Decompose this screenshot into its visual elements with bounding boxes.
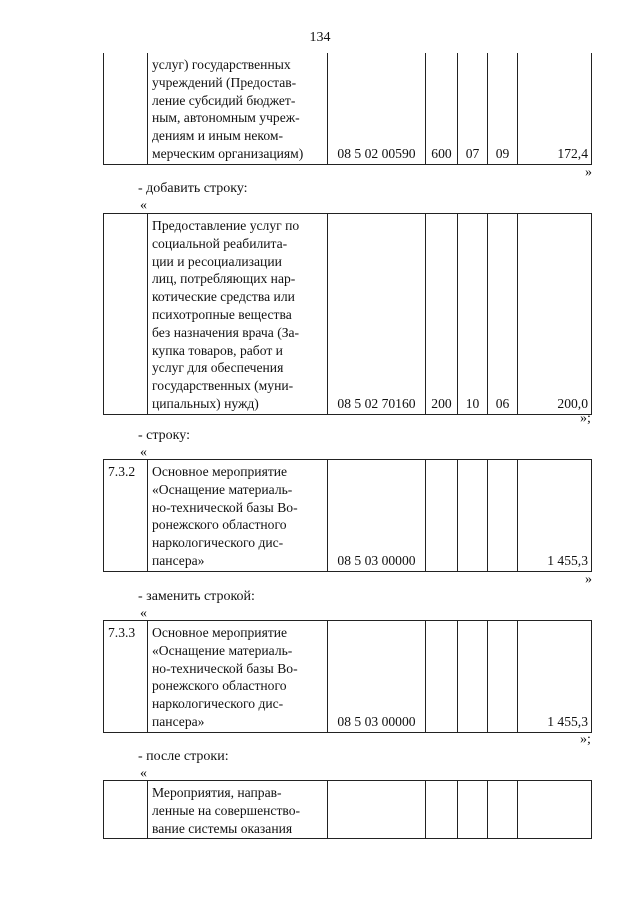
opening-quote: « (140, 766, 147, 781)
row-description: Мероприятия, направ- ленные на совершенство- вание системы оказания (148, 781, 328, 839)
opening-quote: « (140, 606, 147, 621)
row-subsection (488, 621, 518, 733)
row-expense-type (426, 460, 458, 572)
row-amount (518, 781, 592, 839)
row-number (104, 214, 148, 415)
row-number (104, 781, 148, 839)
row-section: 10 (458, 214, 488, 415)
row-code: 08 5 02 00590 (328, 53, 426, 164)
row-number: 7.3.2 (104, 460, 148, 572)
row-subsection: 06 (488, 214, 518, 415)
closing-quote: » (585, 165, 592, 180)
budget-table-fragment-5 (103, 780, 592, 839)
row-expense-type (426, 781, 458, 839)
row-amount: 1 455,3 (518, 621, 592, 733)
row-expense-type (426, 621, 458, 733)
table-row (104, 214, 592, 415)
row-number (104, 53, 148, 164)
row-section (458, 781, 488, 839)
row-code: 08 5 03 00000 (328, 621, 426, 733)
opening-quote: « (140, 198, 147, 213)
row-code: 08 5 03 00000 (328, 460, 426, 572)
closing-quote: » (585, 572, 592, 587)
table-row (104, 460, 592, 572)
row-subsection (488, 460, 518, 572)
row-amount: 200,0 (518, 214, 592, 415)
closing-quote: »; (580, 732, 591, 747)
row-description: Основное мероприятие «Оснащение материаль- но-технической базы Во- ронежского областного наркологического дис- пансера» (148, 460, 328, 572)
closing-quote: »; (580, 411, 591, 426)
row-number: 7.3.3 (104, 621, 148, 733)
budget-table-fragment-4 (103, 620, 592, 733)
row-amount: 172,4 (518, 53, 592, 164)
budget-table-fragment-1 (103, 53, 592, 165)
table-row (104, 53, 592, 164)
instruction-replace-with: - заменить строкой: (138, 589, 255, 604)
row-description: Предоставление услуг по социальной реабилита- ции и ресоциализации лиц, потребляющих нар- котические средства или психотропные вещества без назначения врача (За- купка товаров, работ и услуг для обеспечения государственных (муни- ципальных) нужд) (148, 214, 328, 415)
row-code: 08 5 02 70160 (328, 214, 426, 415)
row-description: Основное мероприятие «Оснащение материаль- но-технической базы Во- ронежского областного наркологического дис- пансера» (148, 621, 328, 733)
budget-table-fragment-3 (103, 459, 592, 572)
row-amount: 1 455,3 (518, 460, 592, 572)
table-row (104, 781, 592, 839)
instruction-add-row: - добавить строку: (138, 181, 248, 196)
row-section (458, 621, 488, 733)
budget-table-fragment-2 (103, 213, 592, 415)
instruction-after-row: - после строки: (138, 749, 229, 764)
instruction-row: - строку: (138, 428, 190, 443)
opening-quote: « (140, 445, 147, 460)
row-subsection (488, 781, 518, 839)
row-expense-type: 200 (426, 214, 458, 415)
row-code (328, 781, 426, 839)
row-description: услуг) государственных учреждений (Предостав- ление субсидий бюджет- ным, автономным учреж- дениям и иным неком- мерческим организациям) (148, 53, 328, 164)
page-number: 134 (309, 30, 331, 45)
row-subsection: 09 (488, 53, 518, 164)
row-expense-type: 600 (426, 53, 458, 164)
row-section (458, 460, 488, 572)
table-row (104, 621, 592, 733)
row-section: 07 (458, 53, 488, 164)
